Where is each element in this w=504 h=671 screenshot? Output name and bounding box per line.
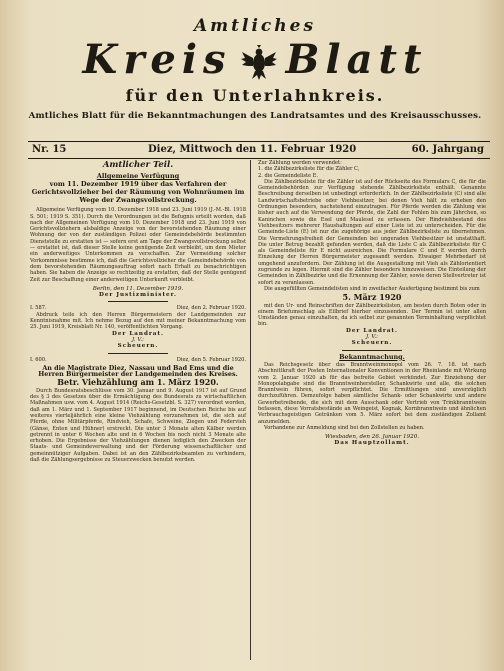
left-column (30, 160, 246, 463)
issue-bar (28, 141, 490, 159)
notice3-ref-no: I. 600. (30, 356, 47, 363)
deadline-intro: Die ausgefüllten Gemeindelisten sind in zweifacher Ausfertigung bestimmt bis zum (264, 285, 480, 292)
right-place-date2: Wiesbaden, den 26. Januar 1920. (324, 434, 420, 441)
section-heading: Amtlicher Teil. (102, 160, 174, 170)
right-sign2: Das Hauptzollamt. (334, 440, 410, 447)
intro-line: 2. die Gemeindeliste E. (258, 172, 319, 179)
right-sign1-iv: J. V.: (365, 334, 379, 341)
divider-rule (108, 353, 168, 354)
issue-number: Nr. 15 (32, 144, 67, 155)
masthead-line1: Amtliches (193, 16, 317, 36)
intro-line: 1. die Zählbezirksliste für die Zähler C, (258, 166, 360, 173)
notice2-sign-iv: J. V.: (131, 336, 145, 343)
masthead-region: für den Unterlahnkreis. (125, 86, 385, 105)
notice2-sign-title: Der Landrat. (112, 330, 164, 337)
divider-rule (108, 301, 168, 302)
notice1-text: Allgemeine Verfügung vom 10. Dezember 1918 und 23. Juni 1919 (J.-M.-Bl. 1918 S. 501; 1919 S. 351). Durch die Verordnungen ist die Befugnis erteilt worden, daß nach der Allgemeinen Verfügung vom 10. Dezember 1918 und 23. Juni 1919 von Gerichtsvollziehern alsbaldige Anzeige von der bevorstehenden Räumung einer Wohnung der von der zuständigen Polizei oder Gemeindebehörde bestimmten Dienststelle zu erstatten ist — sofern erst am Tage der Zwangsvollstreckung selbst — erstattet ist, daß dieser Stelle keine genügende Zeit verbleibt, um dem Mieter ein anderweitiges Unterkommen zu verschaffen. Zur Vermeidung solcher Vorkommnisse bestimme ich, daß die Gerichtsvollzieher die Gemeindebehörde von dem bevorstehenden Räumungsauftrag sofort nach Erhalt zu benachrichtigen haben. Sie haben die Anzeige so rechtzeitig zu erstatten, daß der Stelle genügend Zeit zur Beschaffung einer anderweitigen Unterkunft verbleibt. (30, 207, 246, 283)
issue-date: Diez, Mittwoch den 11. Februar 1920 (148, 144, 357, 155)
notice2-sign-name: Scheuern. (117, 343, 159, 350)
notice3-addressee: An die Magistrate Diez, Nassau und Bad Ems und die Herren Bürgermeister der Landgemeinden des Kreises. (38, 363, 238, 379)
right-text2: mit den Ur- und Reinschriften der Zählbezirkslisten, am besten durch Boten oder in einem Briefumschlag als Eilbrief hierher einzusenden. Der Termin ist unter allen Umständen genau einzuhalten, da ich selbst zur genannten Terminhaltung verpflichtet bin. (258, 302, 486, 328)
right-text4: Vorhandene zur Anmeldung sind bei den Zollstellen zu haben. (264, 424, 425, 431)
notice3-reference (30, 357, 246, 363)
issue-year: 60. Jahrgang (411, 144, 484, 155)
deadline-date: 5. März 1920 (342, 292, 402, 303)
notice2-reference (30, 305, 246, 311)
right-text1: Die Zählbezirksliste für die Zähler ist auf der Rückseite des Formulars C, die für die Gemeindebehörden zur Verfügung stehende Zählbezirksliste enthält. Genannte Beschreibung derselben ist unbedingt erforderlich. In der Zählbezirksliste (C) sind alle Landwirtschaftsbetriebe oder Viehbesitzer, bei denen Vieh hält zu erheben den Ordnungen besonders, nachstehend einzutragen. Für Pferde werden die Zählung wie bisher auch auf die Verwendung der Pferde, die Zahl der Fohlen bis zum Jährchen, so Kaninchen sowie die Esel und Maulesel zu erfassen. Der Rindviehbestand des Viehbesitzers mehrerer Haushaltungen auf einer Liste ist zu unterscheiden. Für die Gemeinde-Liste (E) ist nur die zugehörige aus jeder Zählbezirksliste zu übernehmen. Die Vermehrungsfreiheit der Gemeinden bei ungeraden Viehbesitzer ist unstatthaft. Die unter Betrug bezahlt gefunden werden, daß die Liste C als Zählbezirksliste für C als Gemeindeliste für E nicht ausreichen. Die Formulare C und E werden durch Einzelung der Herren Bürgermeister zugesandt werden. Etwaiger Mehrbedarf ist umgehend anzufordern. Der Zählung ist die Ausgestaltung mit Vieh als Zählorientiert zugrunde zu legen. Hiermit sind die Zähler besonders hinzuweisen. Die Einteilung der Gemeinden in Zählbezirke und die Ernennung der Zähler, sowie deren Stellvertreter ist sofort zu veranlassen. (258, 178, 486, 286)
right-text3: Das Reichsgesetz über das Branntweinmonopol vom 26. 7. 18. ist nach Abschnittkraft der Posten Internationaler Konventionen in der Rheinlande mit Wirkung vom 2. Januar 1920 ab für das befreite Gebiet verkündet. Zur Einziehung der Monopolabgabe sind die Branntweinhersteller, Schankwirte und alle, die solchen Branntwein führen, sofort verpflichtet. Die Ermittlungen sind unverzüglich durchzuführen. Demzufolge haben sämtliche Schank- oder Schankwirte und andere Gewerbetreibende, die sich mit dem Ausschank oder Vertrieb von Trinkbranntwein befassen, diese Vorratsbestände an Weingeist, Kognak, Kornbranntwein und ähnlichen Verbrauchsgeistigen Getränken vom 5. März sofort bei dem zuständigen Zollamt anzumelden. (258, 361, 486, 425)
notice1-place-date: Berlin, den 11. Dezember 1919. (92, 285, 184, 292)
column-divider (250, 160, 251, 660)
divider-rule (342, 350, 402, 351)
notice2-text: Abdruck teile ich den Herren Bürgermeistern der Landgemeinden zur Kenntnisnahme mit. Ich nehme Bezug auf den mit meiner Bekanntmachung vom 25. Juni 1919, Kreisblatt Nr. 140, veröffentlichten Vorgang. (30, 311, 246, 331)
notice3-headline: Betr. Viehzählung am 1. März 1920. (57, 377, 219, 388)
notice1-signature: Der Justizminister. (99, 292, 177, 299)
masthead-title-left: Kreis (82, 36, 232, 83)
notice1-title: Allgemeine Verfügung (96, 172, 180, 181)
right-sign1-name: Scheuern. (351, 340, 393, 347)
notice2-ref-place-date: Diez, den 2. Februar 1920. (176, 305, 246, 312)
bekanntmachung-heading: Bekanntmachung. (339, 352, 405, 361)
notice3-text: Durch Bundesratsbeschlüsse vom 30. Januar und 9. August 1917 ist auf Grund des § 3 des Gesetzes über die Ermächtigung des Bundesrats zu wirtschaftlichen Maßnahmen usw. vom 4. August 1914 (Reichs-Gesetzbl. S. 327) verordnet worden, daß am 1. März und 1. September 1917 beginnend, im Deutschen Reiche bis auf weiteres vierteljährlich eine kleine Viehzählung vorzunehmen ist, die sich auf Pferde, ohne Militärpferde, Rindvieh, Schafe, Schweine, Ziegen und Federvieh (Gänse, Enten und Hühner) erstreckt. Die unter 3 Monate alten Kälber werden getrennt in unter 6 Wochen alte und in 6 Wochen bis noch nicht 3 Monate alte erhoben. Die Ergebnisse der Viehzählungen dienen lediglich den Zwecken der Staats- und Gemeindeverwaltung und der Förderung wissenschaftlicher und gemeinnütziger Aufgaben. Dabei ist an den Zählbezirksbeamten zu verhindern, daß die Zählungsergebnisse zu Steuerzwecken benutzt werden. (30, 387, 246, 463)
masthead-title-right: Blatt (285, 36, 428, 83)
intro-line: Zur Zählung werden verwendet: (258, 160, 342, 166)
masthead-subtitle: Amtliches Blatt für die Bekanntmachungen des Landratsamtes und des Kreisausschusses. (28, 111, 482, 121)
eagle-crest-icon (240, 44, 278, 82)
right-sign1-title: Der Landrat. (346, 327, 398, 334)
notice2-ref-no: I. 587. (30, 305, 47, 312)
notice3-ref-place-date: Diez, den 5. Februar 1920. (176, 356, 246, 363)
notice1-subtitle: vom 11. Dezember 1919 über das Verfahren der Gerichtsvollzieher bei der Räumung von Wohnräumen im Wege der Zwangsvollstreckung. (31, 180, 245, 205)
masthead-title (20, 38, 490, 82)
masthead (20, 16, 490, 121)
right-column (258, 160, 486, 447)
